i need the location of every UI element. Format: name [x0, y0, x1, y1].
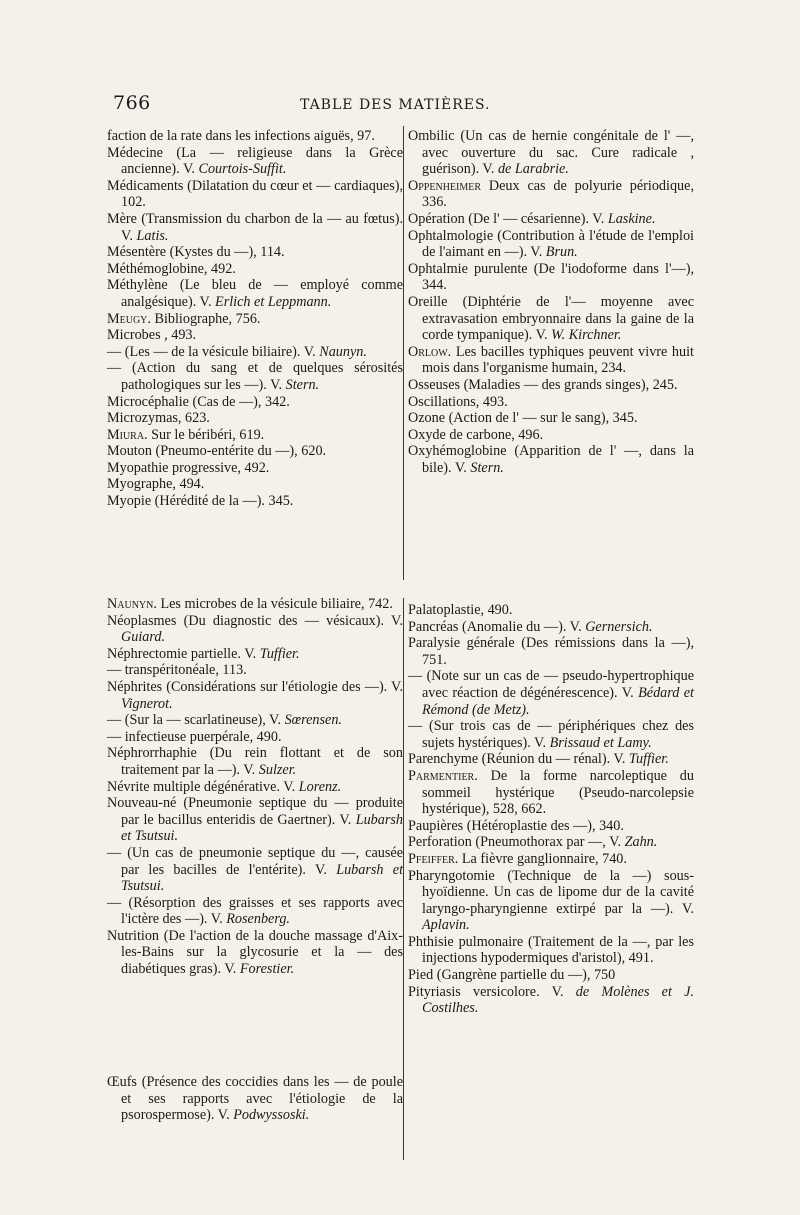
index-entry [107, 745, 403, 778]
index-entry-reference: Naunyn. [319, 343, 367, 360]
index-entry [408, 967, 694, 984]
index-entry [408, 394, 694, 411]
index-entry-text: Parenchyme (Réunion du — rénal). V. [408, 751, 629, 768]
index-entry-text: Microbes , 493. [107, 327, 197, 344]
index-entry-reference: W. Kirchner. [551, 327, 622, 344]
index-entry [408, 984, 694, 1017]
bottom-left-index-block [107, 596, 403, 978]
index-entry-reference: Forestier. [239, 961, 295, 978]
index-entry-text: Oscillations, 493. [408, 393, 508, 410]
index-entry-text: La fièvre ganglionnaire, 740. [458, 850, 627, 867]
index-entry-reference: Vignerot. [121, 695, 173, 712]
index-entry-text: Ombilic (Un cas de hernie congénitale de l' —, avec ouverture du sac. Cure radicale , guérison). V. [408, 128, 694, 178]
index-entry [107, 410, 403, 427]
page-number: 766 [113, 92, 151, 114]
index-entry-text: Paupières (Hétéroplastie des —), 340. [408, 817, 624, 834]
index-entry-author: Parmentier. [408, 767, 478, 784]
index-entry-text: Pityriasis versicolore. V. [408, 983, 576, 1000]
index-entry-text: Néphrectomie partielle. V. [107, 645, 260, 662]
index-entry-text: Médicaments (Dilatation du cœur et — cardiaques), 102. [107, 177, 403, 211]
index-entry [107, 427, 403, 444]
index-entry-text: Nutrition (De l'action de la douche massage d'Aix-les-Bains sur la glycosurie et la — des diabétiques gras). V. [107, 927, 403, 978]
index-entry [107, 845, 403, 895]
index-entry-text: Pharyngotomie (Technique de la —) sous-hyoïdienne. Un cas de lipome dur de la cavité laryngo-pharyngienne extirpé par la —). V. [408, 867, 694, 917]
index-entry-text: Opération (De l' — césarienne). V. [408, 210, 608, 227]
index-entry-reference: de Molènes et J. Costilhes. [422, 983, 694, 1017]
index-entry [107, 476, 403, 493]
right-column [408, 128, 694, 1168]
index-entry [107, 662, 403, 679]
index-entry [408, 718, 694, 751]
index-entry-reference: Rosenberg. [226, 911, 290, 928]
index-entry [107, 679, 403, 712]
index-entry [107, 145, 403, 178]
index-entry-text: Bibliographe, 756. [150, 310, 261, 327]
index-entry [107, 460, 403, 477]
index-entry [408, 868, 694, 934]
running-head: TABLE DES MATIÈRES. [300, 97, 491, 113]
index-entry-reference: Latis. [136, 227, 169, 244]
top-right-index-block [408, 128, 694, 476]
oeufs-index-block [107, 1074, 403, 1124]
index-entry-text: — (Note sur un cas de — pseudo-hypertrophique avec réaction de dégénérescence). V. [408, 668, 694, 701]
index-entry-text: Pied (Gangrène partielle du —), 750 [408, 967, 616, 984]
index-entry-author: Naunyn. [107, 596, 157, 612]
index-entry [107, 443, 403, 460]
index-entry-text: Deux cas de polyurie périodique, 336. [422, 177, 694, 211]
left-column [107, 128, 403, 1168]
index-entry-text: Néoplasmes (Du diagnostic des — vésicaux). V. [107, 612, 403, 629]
index-entry-text: Pancréas (Anomalie du —). V. [408, 618, 586, 635]
index-entry-reference: Laskine. [607, 210, 656, 227]
index-entry [107, 311, 403, 328]
index-entry-author: Oppenheimer [408, 177, 482, 194]
index-entry [408, 818, 694, 835]
index-entry-reference: Gernersich. [585, 618, 653, 635]
index-entry [408, 834, 694, 851]
index-entry-text: — (Sur trois cas de — périphériques chez des sujets hystériques). V. [408, 718, 694, 751]
index-entry [408, 768, 694, 818]
index-entry [408, 751, 694, 768]
index-entry-text: Myographe, 494. [107, 476, 205, 493]
index-entry [107, 1074, 403, 1124]
index-entry-reference: Bédard et Rémond (de Metz). [422, 684, 694, 718]
index-entry-text: Œufs (Présence des coccidies dans les — de poule et ses rapports avec l'étiologie de la psorospermose). V. [107, 1074, 403, 1124]
index-entry-text: Mésentère (Kystes du —), 114. [107, 244, 285, 261]
index-entry-reference: Aplavin. [422, 917, 470, 934]
index-entry [408, 410, 694, 427]
index-entry-text: Sur le béribéri, 619. [147, 426, 265, 443]
index-entry [107, 729, 403, 746]
index-entry [107, 277, 403, 310]
index-entry-text: Phthisie pulmonaire (Traitement de la —, par les injections hypodermiques d'aristol), 491. [408, 933, 694, 967]
index-entry-reference: Podwyssoski. [233, 1107, 310, 1124]
index-entry [107, 646, 403, 663]
index-entry [408, 427, 694, 444]
index-entry-reference: Brun. [545, 244, 578, 261]
index-entry-reference: Erlich et Leppmann. [215, 293, 332, 310]
index-entry [107, 613, 403, 646]
index-entry-reference: Sœrensen. [284, 712, 342, 729]
index-entry-text: — (Sur la — scarlatineuse), V. [107, 712, 285, 729]
bottom-right-index-block [408, 602, 694, 1017]
index-entry-text: Paralysie générale (Des rémissions dans la —), 751. [408, 635, 694, 668]
index-entry-text: faction de la rate dans les infections aiguës, 97. [107, 128, 375, 144]
index-entry-reference: Tuffier. [628, 751, 669, 768]
index-entry-text: — infectieuse puerpérale, 490. [107, 728, 282, 745]
index-entry [107, 779, 403, 796]
index-entry [107, 360, 403, 393]
index-entry [107, 261, 403, 278]
index-entry [107, 493, 403, 510]
index-entry-text: Oreille (Diphtérie de l'— moyenne avec extravasation embryonnaire dans la gaine de la corde tympanique). V. [408, 293, 694, 344]
index-entry-text: — (Les — de la vésicule biliaire). V. [107, 343, 320, 360]
index-entry-author: Orlow. [408, 343, 452, 360]
index-entry-text: Myopathie progressive, 492. [107, 459, 270, 476]
index-entry [107, 712, 403, 729]
index-entry [107, 327, 403, 344]
index-entry [408, 635, 694, 668]
index-entry [408, 851, 694, 868]
index-entry-text: — (Action du sang et de quelques sérosités pathologiques sur les —). V. [107, 360, 403, 393]
index-entry-author: Pfeiffer. [408, 850, 459, 867]
index-entry [408, 934, 694, 967]
index-entry-text: Mère (Transmission du charbon de la — au fœtus). V. [107, 210, 403, 244]
index-entry [107, 178, 403, 211]
index-entry [107, 244, 403, 261]
index-entry [408, 211, 694, 228]
index-entry-text: — (Un cas de pneumonie septique du —, causée par les bacilles de l'entérite). V. [107, 844, 403, 878]
index-entry [107, 928, 403, 978]
index-entry [408, 619, 694, 636]
index-entry [408, 668, 694, 718]
index-entry-reference: Guiard. [121, 629, 166, 646]
index-entry-text: Néphrorrhaphie (Du rein flottant et de son traitement par la —). V. [107, 745, 403, 778]
index-entry-text: Oxyhémoglobine (Apparition de l' —, dans la bile). V. [408, 443, 694, 476]
index-entry [408, 261, 694, 294]
index-entry-text: Palatoplastie, 490. [408, 602, 513, 618]
index-entry [408, 128, 694, 178]
index-entry-text: Méthémoglobine, 492. [107, 260, 236, 277]
index-entry-reference: Courtois-Suffit. [198, 161, 287, 178]
index-entry-reference: Stern. [285, 376, 320, 393]
index-entry-reference: Tuffier. [259, 645, 300, 662]
index-entry-text: Les bacilles typhiques peuvent vivre huit mois dans l'organisme humain, 234. [422, 343, 694, 377]
index-entry [107, 344, 403, 361]
column-divider-bottom [403, 598, 404, 1160]
index-entry-text: Médecine (La — religieuse dans la Grèce ancienne). V. [107, 144, 403, 178]
index-entry [107, 128, 403, 145]
index-entry-reference: Brissaud et Lamy. [549, 734, 652, 751]
index-entry-text: Ophtalmologie (Contribution à l'étude de l'emploi de l'aimant en —). V. [408, 227, 694, 261]
index-entry-text: Néphrites (Considérations sur l'étiologie des —). V. [107, 678, 403, 695]
index-entry [408, 443, 694, 476]
index-entry-text: Nouveau-né (Pneumonie septique du — produite par le bacillus enteridis de Gaertner). V. [107, 795, 403, 828]
index-entry-text: Osseuses (Maladies — des grands singes), 245. [408, 376, 678, 393]
index-entry-reference: Lubarsh et Tsutsui. [121, 861, 404, 895]
index-entry [107, 596, 403, 613]
index-entry-reference: Lubarsh et Tsutsui. [121, 811, 403, 845]
index-entry-author: Meugy. [107, 310, 151, 327]
index-entry-text: Névrite multiple dégénérative. V. [107, 778, 299, 795]
column-divider-top [403, 126, 404, 580]
index-entry [107, 895, 403, 928]
index-entry-text: De la forme narcoleptique du sommeil hystérique (Pseudo-narcolepsie hystérique), 528, 662. [422, 767, 694, 818]
index-entry-text: Ophtalmie purulente (De l'iodoforme dans l'—), 344. [408, 260, 694, 294]
index-entry-text: Microzymas, 623. [107, 410, 210, 427]
index-entry-text: Méthylène (Le bleu de — employé comme analgésique). V. [107, 277, 403, 310]
index-entry [107, 211, 403, 244]
index-entry-reference: de Larabrie. [497, 161, 569, 178]
index-entry [408, 602, 694, 619]
index-entry-text: Myopie (Hérédité de la —). 345. [107, 493, 294, 510]
index-entry [408, 377, 694, 394]
index-entry-text: Mouton (Pneumo-entérite du —), 620. [107, 443, 327, 460]
index-entry-text: Perforation (Pneumothorax par —, V. [408, 834, 625, 851]
index-entry-text: Les microbes de la vésicule biliaire, 742. [156, 596, 393, 612]
index-entry [408, 228, 694, 261]
index-entry [408, 344, 694, 377]
index-entry-reference: Zahn. [624, 834, 658, 851]
index-entry-reference: Stern. [470, 459, 504, 476]
index-entry-text: — transpéritonéale, 113. [107, 662, 247, 679]
index-entry [408, 178, 694, 211]
index-entry [408, 294, 694, 344]
index-entry-text: Ozone (Action de l' — sur le sang), 345. [408, 410, 638, 427]
index-entry-author: Miura. [107, 426, 148, 443]
index-entry-reference: Sulzer. [258, 761, 297, 778]
index-entry [107, 795, 403, 845]
index-entry-reference: Lorenz. [298, 778, 342, 795]
index-entry-text: — (Résorption des graisses et ses rapports avec l'ictère des —). V. [107, 894, 403, 928]
index-entry-text: Microcéphalie (Cas de —), 342. [107, 393, 290, 410]
index-entry-text: Oxyde de carbone, 496. [408, 426, 544, 443]
top-left-index-block [107, 128, 403, 510]
index-entry [107, 394, 403, 411]
